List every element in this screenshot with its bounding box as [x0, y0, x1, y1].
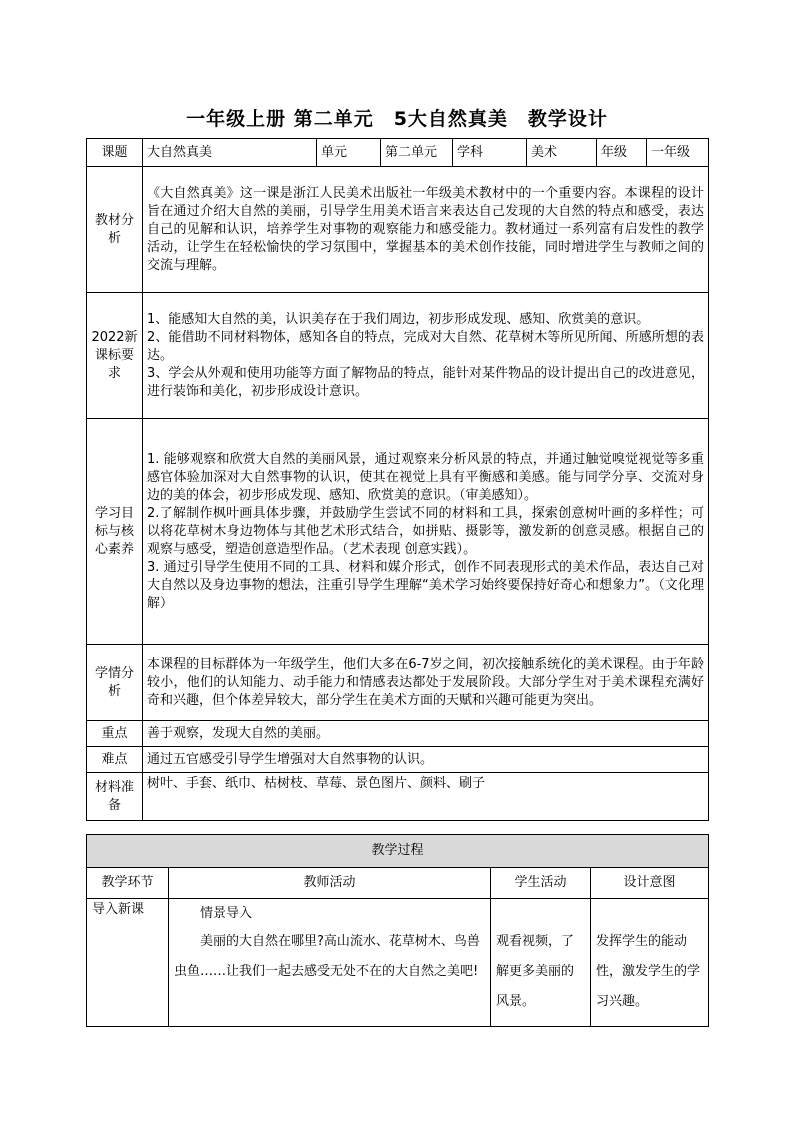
col-header-teacher: 教师活动 [169, 868, 491, 899]
design-intent-text: 发挥学生的能动性，激发学生的学习兴趣。 [596, 934, 701, 1009]
curriculum-standard-list [143, 293, 709, 419]
subject-value: 美术 [527, 139, 597, 167]
goal-item: 1. 能够观察和欣赏大自然的美丽风景，通过观察来分析风景的特点，并通过触觉嗅觉视觉等多重感官体验加深对大自然事物的认识，使其在视觉上具有平衡感和美感。能与同学分享、交流对身边的美的体会，初步形成发现、感知、欣赏美的意识。（审美感知）。 [147, 451, 704, 503]
unit-value: 第二单元 [381, 139, 453, 167]
learning-goals-list [143, 419, 709, 645]
process-title: 教学过程 [87, 835, 709, 868]
standard-item: 3、学会从外观和使用功能等方面了解物品的特点，能针对某件物品的设计提出自己的改进意见，进行装饰和美化，初步形成设计意识。 [147, 365, 704, 399]
teacher-activity-heading: 情景导入 [200, 906, 253, 921]
grade-value: 一年级 [647, 139, 709, 167]
subject-label: 学科 [453, 139, 527, 167]
textbook-analysis-label: 教材分析 [87, 167, 143, 293]
standard-item: 1、能感知大自然的美，认识美存在于我们周边，初步形成发现、感知、欣赏美的意识。 [147, 311, 650, 327]
col-header-stage: 教学环节 [87, 868, 169, 899]
student-activity-text: 观看视频，了解更多美丽的风景。 [496, 934, 575, 1009]
unit-label: 单元 [317, 139, 381, 167]
student-analysis-label: 学情分析 [87, 645, 143, 721]
stage-cell: 导入新课 [87, 899, 169, 1027]
textbook-analysis-text: 《大自然真美》这一课是浙江人民美术出版社一年级美术教材中的一个重要内容。本课程的设计旨在通过介绍大自然的美丽，引导学生用美术语言来表达自己发现的大自然的特点和感受，表达自己的见解和认识，培养学生对事物的观察能力和感受能力。教材通过一系列富有启发性的教学活动，让学生在轻松愉快的学习氛围中，掌握基本的美术创作技能，同时增进学生与教师之间的交流与理解。 [143, 167, 709, 293]
course-value: 大自然真美 [143, 139, 317, 167]
curriculum-standard-label: 2022新课标要求 [87, 293, 143, 419]
materials-label: 材料准备 [87, 773, 143, 821]
teacher-activity-cell [169, 899, 491, 1027]
teacher-activity-text: 美丽的大自然在哪里?高山流水、花草树木、鸟兽虫鱼……让我们一起去感受无处不在的大自然之美吧! [174, 934, 480, 979]
student-analysis-text: 本课程的目标群体为一年级学生，他们大多在6-7岁之间，初次接触系统化的美术课程。由于年龄较小，他们的认知能力、动手能力和情感表达都处于发展阶段。大部分学生对于美术课程充满好奇和兴趣，但个体差异较大，部分学生在美术方面的天赋和兴趣可能更为突出。 [143, 645, 709, 721]
page-title: 一年级上册 第二单元 5大自然真美 教学设计 [186, 108, 608, 130]
difficulty-text: 通过五官感受引导学生增强对大自然事物的认识。 [143, 747, 709, 773]
grade-label: 年级 [597, 139, 647, 167]
course-label: 课题 [87, 139, 143, 167]
col-header-student: 学生活动 [491, 868, 591, 899]
key-point-label: 重点 [87, 721, 143, 747]
col-header-intent: 设计意图 [591, 868, 709, 899]
key-point-text: 善于观察，发现大自然的美丽。 [143, 721, 709, 747]
student-activity-cell [491, 899, 591, 1027]
lesson-info-table [86, 138, 709, 821]
learning-goals-label: 学习目标与核心素养 [87, 419, 143, 645]
goal-item: 2.了解制作枫叶画具体步骤，并鼓励学生尝试不同的材料和工具，探索创意树叶画的多样性；可以将花草树木身边物体与其他艺术形式结合，如拼贴、摄影等，激发新的创意灵感。根据自己的观察与感受，塑造创意造型作品。（艺术表现 创意实践）。 [147, 505, 704, 557]
materials-text: 树叶、手套、纸巾、枯树枝、草莓、景色图片、颜料、刷子 [143, 773, 709, 821]
design-intent-cell [591, 899, 709, 1027]
difficulty-label: 难点 [87, 747, 143, 773]
standard-item: 2、能借助不同材料物体，感知各自的特点，完成对大自然、花草树木等所见所闻、所感所想的表达。 [147, 329, 704, 363]
goal-item: 3. 通过引导学生使用不同的工具、材料和媒介形式，创作不同表现形式的美术作品，表达自己对大自然以及身边事物的想法，注重引导学生理解“美术学习始终要保持好奇心和想象力”。（文化理解） [147, 559, 704, 611]
teaching-process-table [86, 834, 709, 1027]
